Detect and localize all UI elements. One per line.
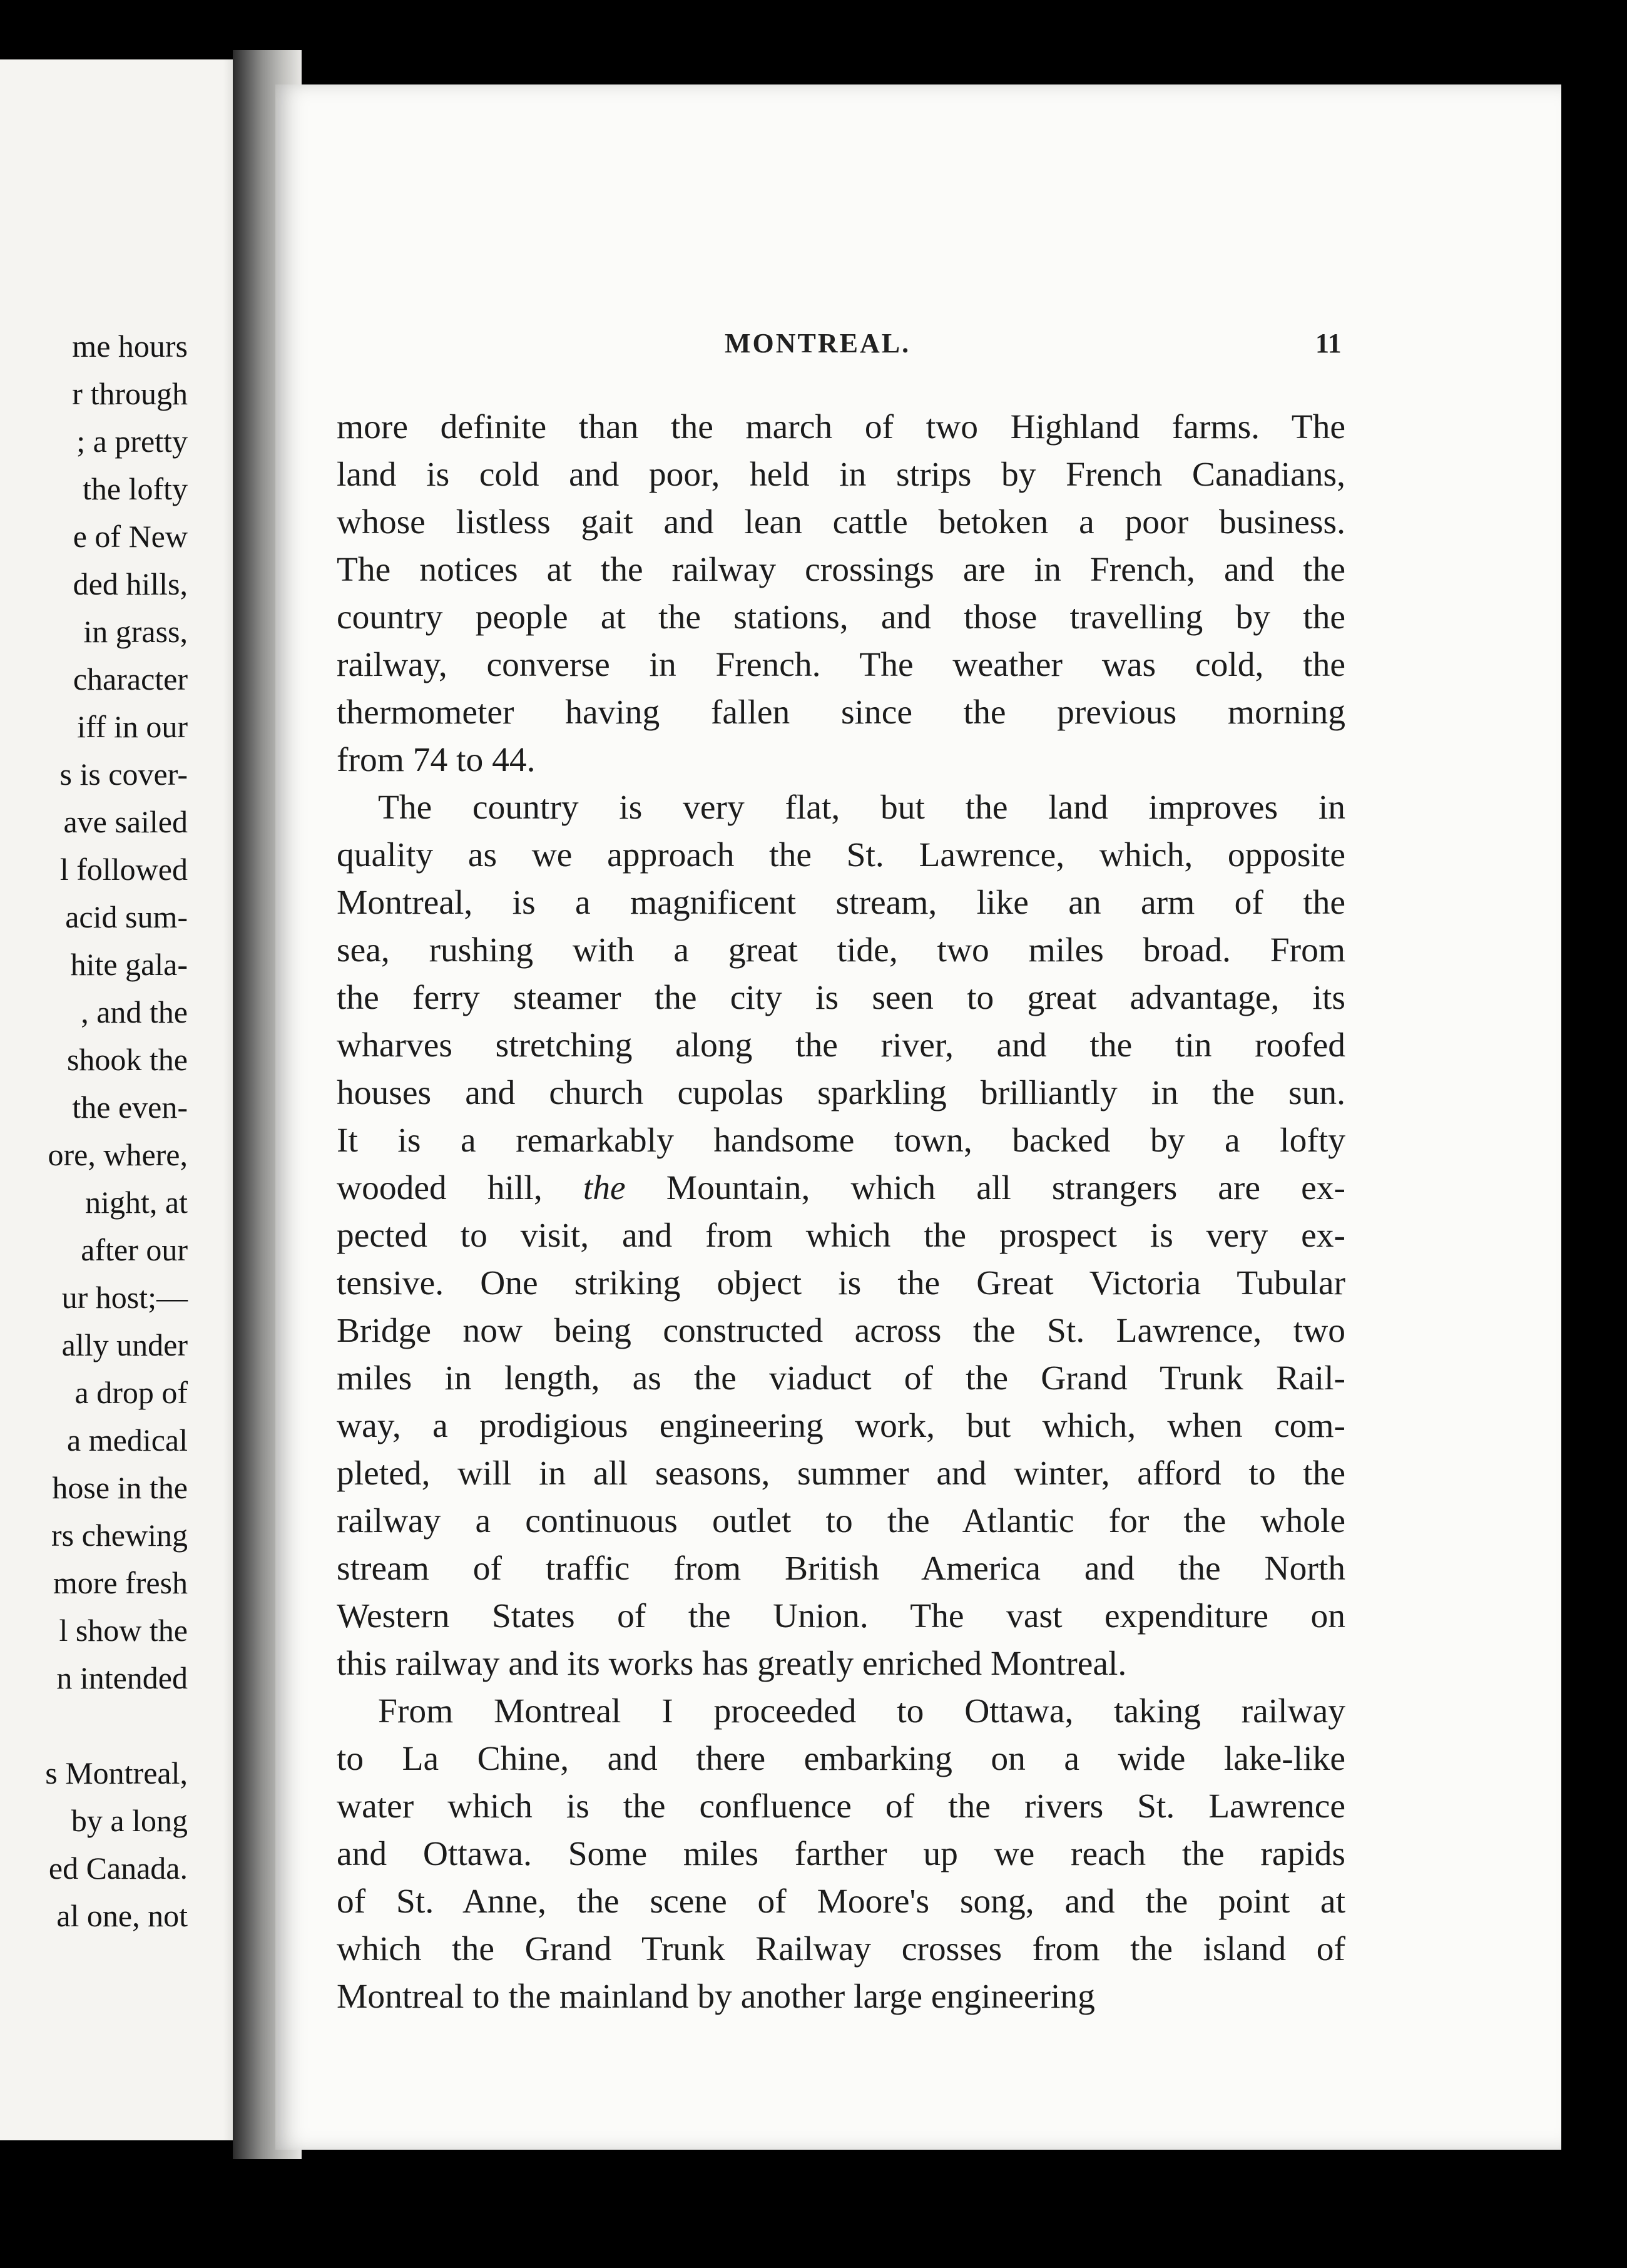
text-line: land is cold and poor, held in strips by French Canadians, [337,456,1345,494]
facing-page-line: e of New [73,519,188,554]
text-line: wharves stretching along the river, and the tin roofed [337,1026,1345,1065]
text-line: railway a continuous outlet to the Atlantic for the whole [337,1502,1345,1540]
text-line: to La Chine, and there embarking on a wide lake-like [337,1740,1345,1778]
text-line: houses and church cupolas sparkling brilliantly in the sun. [337,1074,1345,1112]
text-line: pleted, will in all seasons, summer and winter, afford to the [337,1454,1345,1493]
facing-page-line: me hours [72,329,188,364]
text-line: whose listless gait and lean cattle betoken a poor business. [337,503,1345,541]
facing-page-line: rs chewing [51,1518,188,1553]
text-line: wooded hill, the Mountain, which all strangers are ex- [337,1169,1345,1207]
facing-page-line: character [73,662,188,697]
facing-page-line: ore, where, [48,1137,188,1172]
facing-page-left [0,59,247,2140]
page-right [275,84,1561,2150]
running-head [275,327,1561,365]
text-line: miles in length, as the viaduct of the Grand Trunk Rail- [337,1359,1345,1397]
text-line: Western States of the Union. The vast expenditure on [337,1597,1345,1635]
facing-page-line: l followed [59,852,188,887]
text-line: Montreal, is a magnificent stream, like an arm of the [337,884,1345,922]
text-line: this railway and its works has greatly enriched Montreal. [337,1645,1127,1683]
facing-page-line: s Montreal, [45,1755,188,1790]
paragraph [337,1688,1345,2021]
facing-page-line: acid sum- [65,899,188,934]
facing-page-line: l show the [59,1613,188,1648]
text-line: thermometer having fallen since the previous morning [337,693,1345,732]
paragraph [337,404,1345,784]
emphasis: the [583,1169,626,1207]
paragraph [337,784,1345,1688]
text-line: sea, rushing with a great tide, two miles broad. From [337,931,1345,969]
text-line: country people at the stations, and those travelling by the [337,598,1345,636]
text-line: The notices at the railway crossings are in French, and the [337,551,1345,589]
running-title: MONTREAL. [725,328,911,359]
body-text [337,404,1345,2021]
facing-page-line: shook the [66,1042,188,1077]
facing-page-line: more fresh [53,1565,188,1600]
facing-page-line: n intended [56,1660,188,1695]
facing-page-line: r through [72,376,188,411]
text-line: of St. Anne, the scene of Moore's song, and the point at [337,1882,1345,1921]
text-line: tensive. One striking object is the Great Victoria Tubular [337,1264,1345,1302]
facing-page-line: the even- [72,1090,188,1125]
facing-page-line: s is cover- [59,757,188,792]
facing-page-line: al one, not [56,1898,188,1933]
facing-page-text [0,322,188,1939]
text-line: pected to visit, and from which the prospect is very ex- [337,1217,1345,1255]
facing-page-line: a drop of [74,1375,188,1410]
text-line: which the Grand Trunk Railway crosses from the island of [337,1930,1345,1968]
text-line: water which is the confluence of the rivers St. Lawrence [337,1787,1345,1826]
facing-page-line: ur host;— [61,1280,188,1315]
facing-page-line: the lofty [82,471,188,506]
text-line: Bridge now being constructed across the St. Lawrence, two [337,1312,1345,1350]
facing-page-line: iff in our [77,709,188,744]
facing-page-line: ded hills, [73,566,188,601]
text-line: The country is very flat, but the land improves in [378,789,1345,827]
facing-page-line: ed Canada. [48,1851,188,1886]
facing-page-line: hite gala- [70,947,188,982]
facing-page-line: hose in the [52,1470,188,1505]
page-number: 11 [1315,328,1342,359]
facing-page-blank-line [0,1702,188,1749]
facing-page-line: a medical [67,1423,188,1458]
text-line: stream of traffic from British America and the North [337,1550,1345,1588]
facing-page-line: in grass, [83,614,188,649]
text-line: way, a prodigious engineering work, but which, when com- [337,1407,1345,1445]
facing-page-line: , and the [81,994,188,1029]
facing-page-line: by a long [71,1803,188,1838]
text-line: from 74 to 44. [337,741,536,779]
text-line: It is a remarkably handsome town, backed by a lofty [337,1121,1345,1160]
text-line: From Montreal I proceeded to Ottawa, taking railway [378,1692,1345,1730]
text-line: Montreal to the mainland by another large engineering [337,1978,1095,2016]
text-line: the ferry steamer the city is seen to great advantage, its [337,979,1345,1017]
text-line: and Ottawa. Some miles farther up we reach the rapids [337,1835,1345,1873]
text-line: quality as we approach the St. Lawrence, which, opposite [337,836,1345,874]
text-line: more definite than the march of two Highland farms. The [337,408,1345,446]
facing-page-line: night, at [85,1185,188,1220]
text-line: railway, converse in French. The weather was cold, the [337,646,1345,684]
facing-page-line: ; a pretty [76,424,188,459]
facing-page-line: ave sailed [63,804,188,839]
facing-page-line: ally under [61,1327,188,1362]
facing-page-line: after our [81,1232,188,1267]
